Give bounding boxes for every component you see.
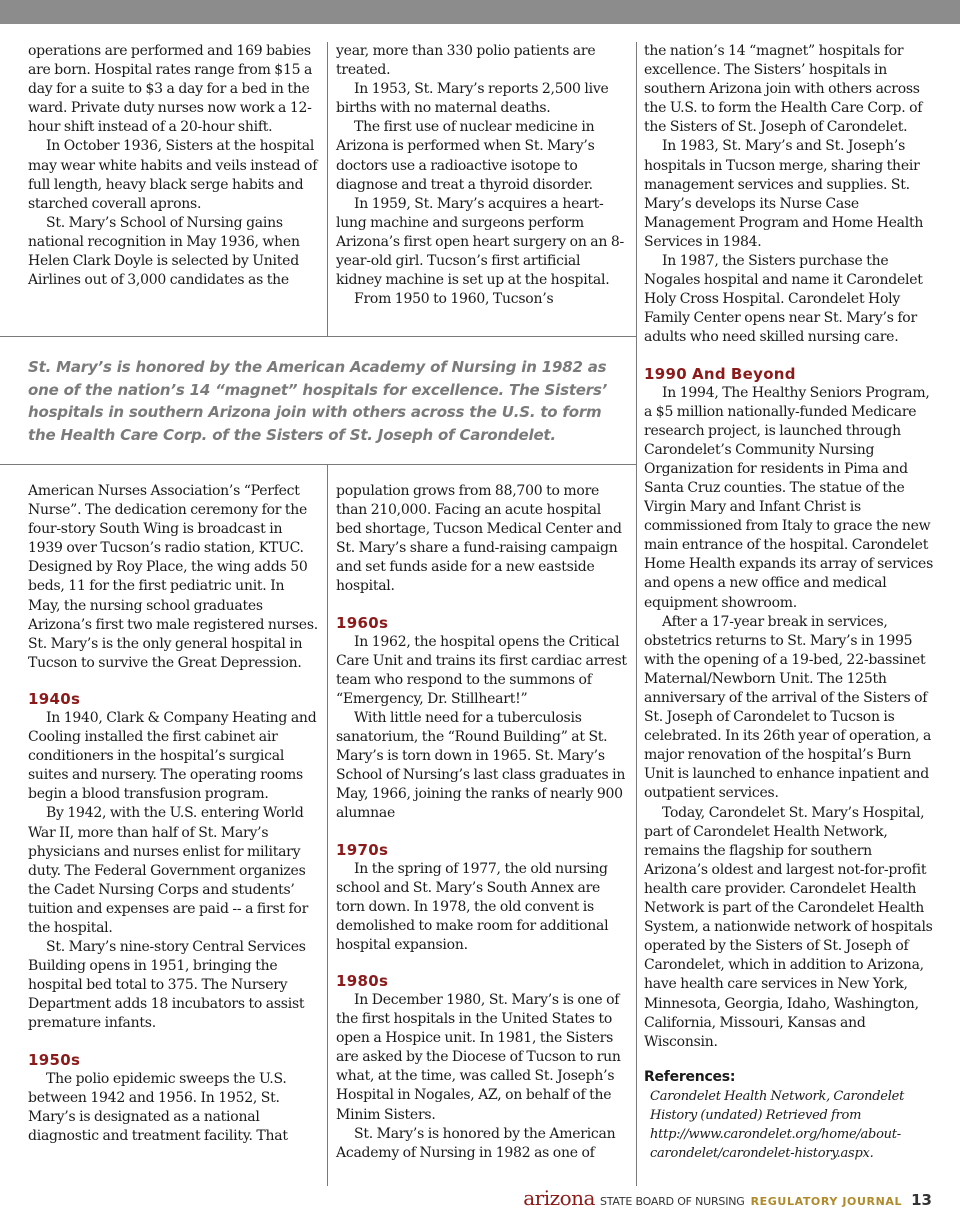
column-divider	[327, 464, 328, 1186]
paragraph: In 1940, Clark & Company Heating and Cooling installed the first cabinet air conditioners in the hospital’s surgical suites and nursery. The operating rooms begin a blood transfusion program.	[28, 709, 317, 803]
paragraph: population grows from 88,700 to more than 210,000. Facing an acute hospital bed shortage, Tucson Medical Center and St. Mary’s share a fund-raising campaign and set funds aside for a new eastside hospital.	[336, 483, 622, 595]
references-heading: References:	[644, 1068, 736, 1085]
paragraph: In 1959, St. Mary’s acquires a heart-lung machine and surgeons perform Arizona’s first open heart surgery on an 8-year-old girl. Tucson’s first artificial kidney machine is set up at the hospital.	[336, 195, 624, 289]
column-divider	[327, 42, 328, 336]
pull-quote-rule-bottom	[0, 464, 636, 465]
section-heading-1940s: 1940s	[28, 689, 81, 708]
upper-column-1	[28, 42, 320, 290]
top-bar	[0, 0, 960, 24]
paragraph: With little need for a tuberculosis sanatorium, the “Round Building” at St. Mary’s is torn down in 1965. St. Mary’s School of Nursing’s last class graduates in May, 1966, joining the ranks of nearly 900 alumnae	[336, 709, 626, 822]
section-heading-1990-and-beyond: 1990 And Beyond	[644, 364, 796, 383]
paragraph: In October 1936, Sisters at the hospital may wear white habits and veils instead of full length, heavy black serge habits and starched coverall aprons.	[28, 138, 318, 212]
pull-quote: St. Mary’s is honored by the American Academy of Nursing in 1982 as one of the nation’s 14 “magnet” hospitals for excellence. The Sisters’ hospitals in southern Arizona join with others across the U.S. to form the Health Care Corp. of the Sisters of St. Joseph of Carondelet.	[28, 358, 608, 444]
paragraph: St. Mary’s is honored by the American Academy of Nursing in 1982 as one of	[336, 1125, 616, 1161]
right-column	[644, 42, 934, 1163]
paragraph: St. Mary’s nine-story Central Services Building opens in 1951, bringing the hospital bed total to 375. The Nursery Department adds 18 incubators to assist premature infants.	[28, 939, 306, 1032]
section-heading-1960s: 1960s	[336, 613, 389, 632]
paragraph: year, more than 330 polio patients are treated.	[336, 43, 596, 79]
section-heading-1950s: 1950s	[28, 1050, 81, 1069]
pull-quote-rule-top	[0, 336, 636, 337]
paragraph: The polio epidemic sweeps the U.S. between 1942 and 1956. In 1952, St. Mary’s is designated as a national diagnostic and treatment facility. That	[28, 1070, 288, 1144]
paragraph: In December 1980, St. Mary’s is one of the first hospitals in the United States to open a Hospice unit. In 1981, the Sisters are asked by the Diocese of Tucson to run what, at the time, was called St. Joseph’s Hospital in Nogales, AZ, on behalf of the Minim Sisters.	[336, 991, 621, 1123]
reference-citation: Carondelet Health Network, Carondelet History (undated) Retrieved from http://www.carondelet.org/home/about-carondelet/carondelet-history.aspx.	[650, 1088, 905, 1161]
section-heading-1970s: 1970s	[336, 840, 389, 859]
paragraph: the nation’s 14 “magnet” hospitals for excellence. The Sisters’ hospitals in southern Arizona join with others across the U.S. to form the Health Care Corp. of the Sisters of St. Joseph of Carondelet.	[644, 43, 923, 136]
paragraph: After a 17-year break in services, obstetrics returns to St. Mary’s in 1995 with the opening of a 19-bed, 22-bassinet Maternal/Newborn Unit. The 125th anniversary of the arrival of the Sisters of St. Joseph of Carondelet to Tucson is celebrated. In its 26th year of operation, a major renovation of the hospital’s Burn Unit is launched to enhance inpatient and outpatient services.	[644, 613, 932, 802]
paragraph: operations are performed and 169 babies are born. Hospital rates range from $15 a day for a suite to $3 a day for a bed in the ward. Private duty nurses now work a 12-hour shift instead of a 20-hour shift.	[28, 43, 313, 136]
paragraph: By 1942, with the U.S. entering World War II, more than half of St. Mary’s physicians and nurses enlist for military duty. The Federal Government organizes the Cadet Nursing Corps and students’ tuition and expenses are paid -- a first for the hospital.	[28, 805, 309, 936]
footer-brand: arizona	[523, 1186, 595, 1210]
paragraph: In 1983, St. Mary’s and St. Joseph’s hospitals in Tucson merge, sharing their management services and supplies. St. Mary’s develops its Nurse Case Management Program and Home Health Services in 1984.	[644, 138, 924, 250]
page-number: 13	[911, 1191, 932, 1209]
paragraph: In the spring of 1977, the old nursing school and St. Mary’s South Annex are torn down. In 1978, the old convent is demolished to make room for additional hospital expansion.	[336, 860, 609, 953]
lower-column-2	[336, 482, 628, 1163]
paragraph: In 1962, the hospital opens the Critical Care Unit and trains its first cardiac arrest team who respond to the summons of “Emergency, Dr. Stillheart!”	[336, 633, 627, 707]
paragraph: American Nurses Association’s “Perfect Nurse”. The dedication ceremony for the four-story South Wing is broadcast in 1939 over Tucson’s radio station, KTUC. Designed by Roy Place, the wing adds 50 beds, 11 for the first pediatric unit. In May, the nursing school graduates Arizona’s first two male registered nurses. St. Mary’s is the only general hospital in Tucson to survive the Great Depression.	[28, 483, 318, 671]
paragraph: St. Mary’s School of Nursing gains national recognition in May 1936, when Helen Clark Doyle is selected by United Airlines out of 3,000 candidates as the	[28, 214, 300, 289]
footer-board-name: STATE BOARD OF NURSING	[599, 1195, 745, 1208]
paragraph: In 1987, the Sisters purchase the Nogales hospital and name it Carondelet Holy Cross Hospital. Carondelet Holy Family Center opens near St. Mary’s for adults who need skilled nursing care.	[644, 253, 923, 346]
section-heading-1980s: 1980s	[336, 971, 389, 990]
upper-column-2	[336, 42, 628, 309]
paragraph: The first use of nuclear medicine in Arizona is performed when St. Mary’s doctors use a radioactive isotope to diagnose and treat a thyroid disorder.	[336, 119, 595, 193]
paragraph: In 1994, The Healthy Seniors Program, a $5 million nationally-funded Medicare research project, is launched through Carondelet’s Community Nursing Organization for residents in Pima and Santa Cruz counties. The statue of the Virgin Mary and Infant Christ is commissioned from Italy to grace the new main entrance of the hospital. Carondelet Home Health expands its array of services and opens a new office and medical equipment showroom.	[644, 384, 934, 611]
paragraph: In 1953, St. Mary’s reports 2,500 live births with no maternal deaths.	[336, 81, 609, 117]
lower-column-1	[28, 482, 320, 1146]
page-footer	[523, 1186, 932, 1208]
paragraph: Today, Carondelet St. Mary’s Hospital, part of Carondelet Health Network, remains the flagship for southern Arizona’s oldest and largest not-for-profit health care provider. Carondelet Health Network is part of the Carondelet Health System, a nationwide network of hospitals operated by the Sisters of St. Joseph of Carondelet, which in addition to Arizona, have health care services in New York, Minnesota, Georgia, Idaho, Washington, California, Missouri, Kansas and Wisconsin.	[644, 804, 933, 1050]
column-divider	[636, 42, 637, 1186]
footer-journal-name: REGULATORY JOURNAL	[750, 1195, 903, 1208]
paragraph: From 1950 to 1960, Tucson’s	[354, 291, 554, 308]
